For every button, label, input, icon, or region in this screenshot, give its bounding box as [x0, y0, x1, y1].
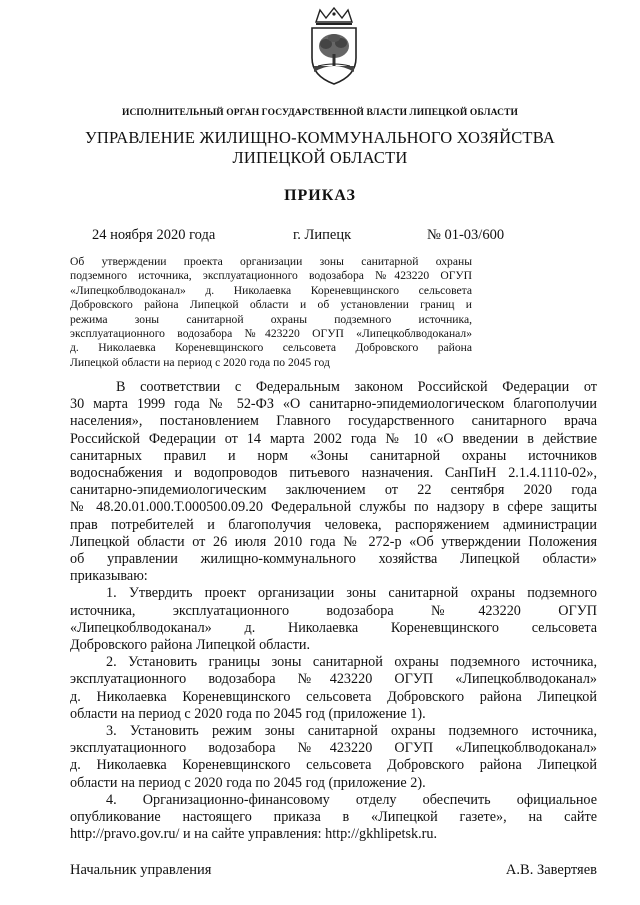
order-item-line: опубликование настоящего приказа в «Липецкой газете», на сайте [70, 809, 597, 826]
order-item-line: «Липецкоблводоканал» д. Николаевка Кореневщинского сельсовета [70, 619, 597, 636]
department-name-line: ЛИПЕЦКОЙ ОБЛАСТИ [232, 148, 408, 167]
preamble-line: водоснабжения и водопроводов питьевого назначения. СанПиН 2.1.4.1110-02», [70, 465, 597, 482]
subject-line: Об утверждении проекта организации зоны санитарной охраны [70, 255, 472, 268]
order-item-line: эксплуатационного водозабора №423220 ОГУП «Липецкоблводоканал» [70, 740, 597, 757]
order-item-line: 2. Установить границы зоны санитарной охраны подземного источника, [106, 654, 597, 671]
document-type: ПРИКАЗ [284, 187, 356, 204]
order-item-line: эксплуатационного водозабора №423220 ОГУП «Липецкоблводоканал» [70, 671, 597, 688]
order-city: г. Липецк [293, 227, 352, 243]
department-name [0, 128, 640, 168]
order-item-line: д. Николаевка Кореневщинского сельсовета Добровского района Липецкой [70, 688, 597, 705]
coat-of-arms-icon [306, 6, 362, 88]
subject-line: режима зоны санитарной охраны подземного источника, [70, 312, 472, 326]
order-item-line: 3. Установить режим зоны санитарной охраны подземного источника, [106, 723, 597, 740]
order-date: 24 ноября 2020 года [92, 227, 216, 243]
subject-line: Добровского района Липецкой области и об установлении границ и [70, 298, 472, 312]
preamble-line: приказываю: [70, 568, 148, 585]
order-item-line: 4. Организационно-финансовому отделу обеспечить официальное [106, 791, 597, 808]
order-item-line: Добровского района Липецкой области. [70, 637, 311, 654]
preamble-line: прав потребителей и благополучия человека, распоряжением администрации [70, 516, 597, 533]
subject-line: подземного источника, эксплуатационного водозабора №423220 ОГУП [70, 269, 472, 283]
signer-name: А.В. Завертяев [505, 862, 597, 878]
subject-line: Липецкой области на период с 2020 года по 2045 год [70, 355, 330, 369]
order-number: № 01-03/600 [427, 227, 505, 243]
order-item-line: области на период с 2020 года по 2045 год (приложение 1). [70, 705, 426, 722]
preamble-line: Российской Федерации от 14 марта 2002 года № 10 «О введении в действие [70, 430, 597, 447]
order-subject [70, 255, 472, 370]
executive-body-name: ИСПОЛНИТЕЛЬНЫЙ ОРГАН ГОСУДАРСТВЕННОЙ ВЛАСТИ ЛИПЕЦКОЙ ОБЛАСТИ [121, 108, 519, 118]
order-item-line: http://pravo.gov.ru/ и на сайте управления: http://gkhlipetsk.ru. [70, 826, 438, 843]
preamble-line: населения», постановлением Главного государственного санитарного врача [70, 413, 597, 430]
subject-line: «Липецкоблводоканал» д. Николаевка Кореневщинского сельсовета [70, 283, 472, 297]
preamble-line: санитарных правил и норм «Зоны санитарной охраны источников [70, 447, 597, 464]
subject-line: д. Николаевка Кореневщинского сельсовета Добровского района [70, 341, 472, 355]
order-item-line: области на период с 2020 года по 2045 год (приложение 2). [70, 774, 426, 791]
preamble-line: санитарно-эпидемиологическим заключением от 22 сентября 2020 года [70, 482, 597, 499]
preamble-line: 30 марта 1999 года № 52-ФЗ «О санитарно-эпидемиологическом благополучии [70, 396, 597, 413]
order-item-line: 1. Утвердить проект организации зоны санитарной охраны подземного [106, 585, 597, 602]
preamble-line: Липецкой области от 26 июля 2010 года № 272-р «Об утверждении Положения [70, 533, 597, 550]
preamble-line: об управлении жилищно-коммунального хозяйства Липецкой области» [70, 551, 597, 568]
subject-line: эксплуатационного водозабора №423220 ОГУП «Липецкоблводоканал» [70, 327, 472, 341]
department-name-line: УПРАВЛЕНИЕ ЖИЛИЩНО-КОММУНАЛЬНОГО ХОЗЯЙСТВА [85, 128, 555, 147]
order-item-line: д. Николаевка Кореневщинского сельсовета Добровского района Липецкой [70, 757, 597, 774]
preamble-line: № 48.20.01.000.Т.000500.09.20 Федеральной службы по надзору в сфере защиты [70, 499, 597, 516]
order-body [70, 379, 597, 843]
signer-title: Начальник управления [70, 862, 212, 878]
preamble-line: В соответствии с Федеральным законом Российской Федерации от [116, 379, 597, 395]
order-item-line: источника, эксплуатационного водозабора №423220 ОГУП [70, 602, 597, 619]
